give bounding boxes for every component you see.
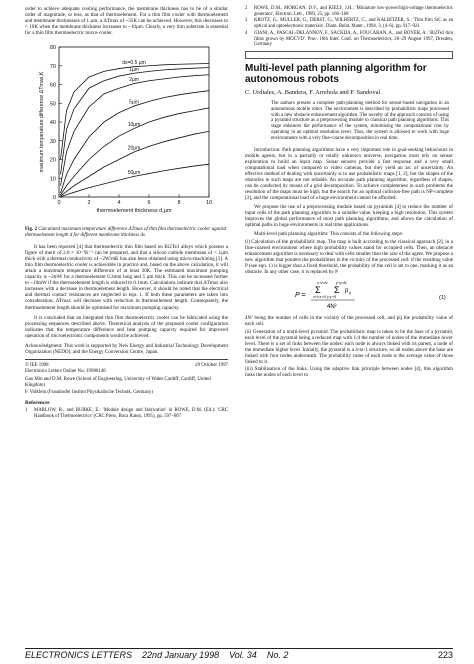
step-1: (i) Calculation of the probabilistic map. The map is built according to the classical approach [2], in a fine-coarsed environment where high probability values stand for occupied cells. Then, an obstacle enhancement algorithm is necessary to deal with cells smaller than the size of the agent. We propose a new algorithm that ponders the probabilities in the vicinity of the processed cell: if the resulting value P (see eqn. 1) is bigger than a fixed threshold, the probability of the cell is set to one, marking it as an obstacle. In any other case, it is replaced by P [245, 239, 453, 276]
series-label: 50µm [127, 170, 141, 177]
y-tick-label: 60 [49, 82, 56, 89]
figure-caption [25, 227, 228, 239]
series-label: 5µm [129, 99, 139, 106]
x-tick-label: 6 [147, 200, 151, 207]
reference-2 [245, 6, 453, 17]
page-footer [25, 648, 453, 661]
series-line [61, 91, 210, 194]
reference-text: MARLOW, R., and BURKE, E.: 'Module design and fabrication' in ROWE, D.M. (Ed.): 'CRC Handbook of Thermoelectrics' (CRC Press, Boca Raton, 1995), pp. 597–607 [34, 408, 228, 420]
caption-label: Fig. 2 [25, 227, 37, 233]
reference-3 [245, 18, 453, 29]
issue-date: 22nd January 1998 [142, 650, 220, 660]
y-tick-label: 70 [49, 63, 56, 70]
y-tick-label: 50 [49, 101, 56, 108]
copyright: © IEE 1998 [25, 362, 49, 368]
series-label: ds=0.5 µm [122, 60, 146, 67]
reference-text: KROTZ, G., MULLER, G., DERST, G., WILBERTZ, C., and KALBITZER, S.: 'Thin film SiC as an optical and optoelectronic materials', Diam. Relat. Mater., 1994, 3, (4–6), pp. 917–921 [254, 18, 453, 30]
svg-text:P =: P = [295, 292, 306, 300]
svg-text:y+j=N: y+j=N [336, 280, 347, 286]
svg-text:p: p [345, 288, 349, 295]
divider [25, 359, 228, 360]
y-tick-label: 80 [49, 45, 56, 52]
y-tick-label: 20 [49, 157, 56, 164]
svg-text:Σ: Σ [315, 285, 321, 296]
paragraph-proposal: We propose the use of a preprocessing module based on pyramids [4] to reduce the number of input cells of the path planning algorithm to a suitable value, keeping a high resolution. This system improves the global performance of most path planning algorithms, and allows the calculation of optimal paths in huge environments in real time applications. [245, 203, 453, 229]
paragraph-intro-cont: order to achieve adequate cooling performance, the membrane thickness has to be of a similar order of magnitude, or less, as that of thermoelement. For a thin film cooler with thermoelement and membrane thicknesses of 1 µm, a ΔTmax of ~35K can be achieved. However, this decreases to < 10K when the membrane thickness increases to ~10µm. Clearly, a very thin substrate is essential for a thin film thermoelectric micro-cooler. [25, 6, 228, 37]
equation-number: (1) [439, 295, 446, 302]
references-heading: References [25, 400, 50, 407]
equation-explanation: 4N² being the number of cells in the vicinity of the processed cell, and pij the probability value of each cell. [245, 315, 453, 328]
reference-text: GIANI, A., PASCAL-DELANNOY, F., SACKDA, A., FOUCARAN, A., and BOYER, A.: 'Bi2Te3 thin films grown by MOCVD'. Proc. 16th Inter. Conf. on Thermoelectrics, 26–29 August 1997, Dresden, Germany [254, 30, 453, 48]
svg-text:x+i=x−N j=y−N: x+i=x−N j=y−N [313, 295, 337, 300]
article-separator [245, 51, 453, 59]
received-date: 29 October 1997 [195, 362, 228, 368]
paragraph-algorithm: Multi-level path planning algorithm: This consists of the following steps: [254, 231, 404, 238]
series-label: 1µm [129, 66, 139, 73]
reference-number: 4 [245, 30, 248, 36]
equation-1 [245, 277, 453, 313]
reference-text: ROWE, D.M., MORGAN, D.V., and KIELY, J.H.: 'Miniature low-power/high-voltage thermoelectric generator', Electron. Lett., 1989, 25, pp. 166–168 [254, 6, 453, 17]
reference-1 [25, 408, 228, 419]
x-tick-label: 10 [205, 200, 213, 207]
x-tick-label: 4 [117, 200, 121, 207]
x-tick-label: 8 [177, 200, 181, 207]
reference-number: 2 [245, 6, 248, 11]
paragraph-introduction: Introduction: Path planning algorithms have a very important role in goal-seeking behaviours in mobile agents, but in a partially or totally unknown universe, navigation must rely on sensor exploration to build an input map. Sonar sensors provide a fast response and a very small computational load when compared to video cameras, but they yield an arc of uncertainty. An effective method of dealing with uncertainty is to use probabilistic maps [1, 2], but the shapes of the obstacles in such maps are not reliable. An accurate path planning algorithm, regardless of shapes, can be conducted by means of a grid decomposition. To achieve completeness in such problems the resolution of the maps must be high; but the search for an optimal collision-free path is NP-complete [3], and the computational load of a huge environment cannot be afforded. [245, 146, 453, 201]
equation-svg [245, 277, 453, 313]
paragraph-results: It has been reported [4] that thermoelectric thin film based on Bi2Te3 alloys which possess a figure of merit of 2.8 × 10⁻³K⁻¹ can be prepared, and that a silicon carbide membrane of < 1µm thick with a thermal conductivity of ~2W/mK has also been obtained using micro-machining [3]. A thin film thermoelectric cooler is achievable in practice and, based on the above calculation, it will attain a maximum temperature difference of at least 30K. The estimated maximum pumping capacity is ~2mW for a thermoelement 0.3mm long and 5 µm thick. This can be increased further to ~10mW if the thermoelement length is reduced to 0.1mm. Calculations indicate that ΔTmax also increases with a decrease in thermoelement length. However, it should be noted that the electrical and thermal contact resistances are neglected in eqn. 1. If both these parameters are taken into consideration, ΔTmax will decrease with reduction in thermoelement length. Consequently, the thermoelement length should be optimised for maximum pumping capacity. [25, 244, 228, 311]
chart-svg [25, 39, 228, 225]
author-affiliation-2: F. Volklein (Fraunhofer Institut Physikalische Technik, Germany) [25, 390, 154, 396]
series-line [61, 132, 210, 197]
paragraph-conclusion: It is concluded that an integrated thin film thermoelectric cooler can be fabricated using the processing sequences described above. Theoretical analysis of the proposed cooler configuration indicates that the temperature difference and heat pumping capacity required for improved operation of microelectronic components would be achieved. [25, 314, 228, 339]
reference-number: 1 [25, 408, 28, 414]
abstract: The authors present a complete path-planning method for sensor-based navigation in an autonomous mobile robot. The environment is described by probabilistic maps processed with a new obstacle enhancement algorithm. The novelty of the approach consists of using a pyramid structure as a preprocessing module to classical path planning algorithms. This stage enhances the performance of the system, minimising the computational cost by operating in an optimal resolution level. Thus, the system is allowed to work with huge environments with a very fine-coarse decomposition in real time. [271, 100, 449, 141]
y-tick-label: 40 [49, 120, 56, 127]
series-label: 10µm [127, 122, 141, 129]
y-tick-label: 30 [49, 138, 56, 145]
y-tick-label: 0 [52, 195, 56, 202]
figure-2-chart [25, 39, 228, 225]
volume: Vol. 34 [229, 650, 257, 660]
reference-number: 3 [245, 18, 248, 24]
author-affiliation-1: Gao Min and D.M. Rowe (School of Engineering, University of Wales Cardiff, Cardiff, United Kingdom) [25, 376, 211, 388]
y-axis-label: maximum temperature difference ΔTmax,K [39, 71, 45, 173]
left-column [25, 6, 228, 420]
page-number: 223 [437, 650, 453, 660]
journal-name: ELECTRONICS LETTERS [25, 650, 133, 660]
footer-journal [25, 650, 288, 660]
article-title: Multi-level path planning algorithm for autonomous robots [245, 62, 427, 85]
acknowledgment: Acknowledgment: This work is supported by New Energy and Industrial Technology Development Organization (NEDO), and the Energy Conversion Centre, Japan. [25, 342, 228, 355]
series-label: 2µm [129, 77, 139, 84]
svg-text:x+i=N: x+i=N [317, 280, 328, 286]
x-tick-label: 0 [57, 200, 61, 207]
y-tick-label: 10 [49, 176, 56, 183]
svg-text:Σ: Σ [334, 285, 340, 296]
online-number: Electronics Letters Online No: 19980148 [25, 368, 106, 374]
article-authors: C. Urdiales, A. Bandera, F. Arrebola and F. Sandoval [245, 88, 381, 96]
svg-text:ij: ij [349, 291, 351, 296]
reference-4 [245, 31, 453, 48]
x-axis-label: thermoelement thickness d,µm [96, 208, 172, 215]
x-tick-label: 2 [87, 200, 91, 207]
series-label: 20µm [127, 145, 141, 152]
step-3: (iii) Stabilisation of the links. Using the adaptive link principle between nodes [4], this algorithm links the nodes of each level to [245, 365, 453, 378]
svg-text:4N²: 4N² [327, 304, 337, 311]
right-column [245, 6, 453, 378]
issue-number: No. 2 [266, 650, 289, 660]
caption-text: Calculated maximum temperature difference ΔTmax of thin film thermoelectric cooler against thermoelement length d for different membrane thickness ds [25, 227, 227, 239]
step-2: (ii) Generation of a multi-level pyramid. The probabilistic map is taken to be the base of a pyramid, each level of the pyramid being a reduced map with 1/4 the number of nodes of the immediate lower level. There is a set of links between the nodes: each node is always linked with its parent, a node of the immediate higher level. Initially, the pyramid is a 4-to-1 structure, so all nodes above the base are linked with four nodes underneath. The probability value of each node is the average value of those linked to it. [245, 328, 453, 365]
